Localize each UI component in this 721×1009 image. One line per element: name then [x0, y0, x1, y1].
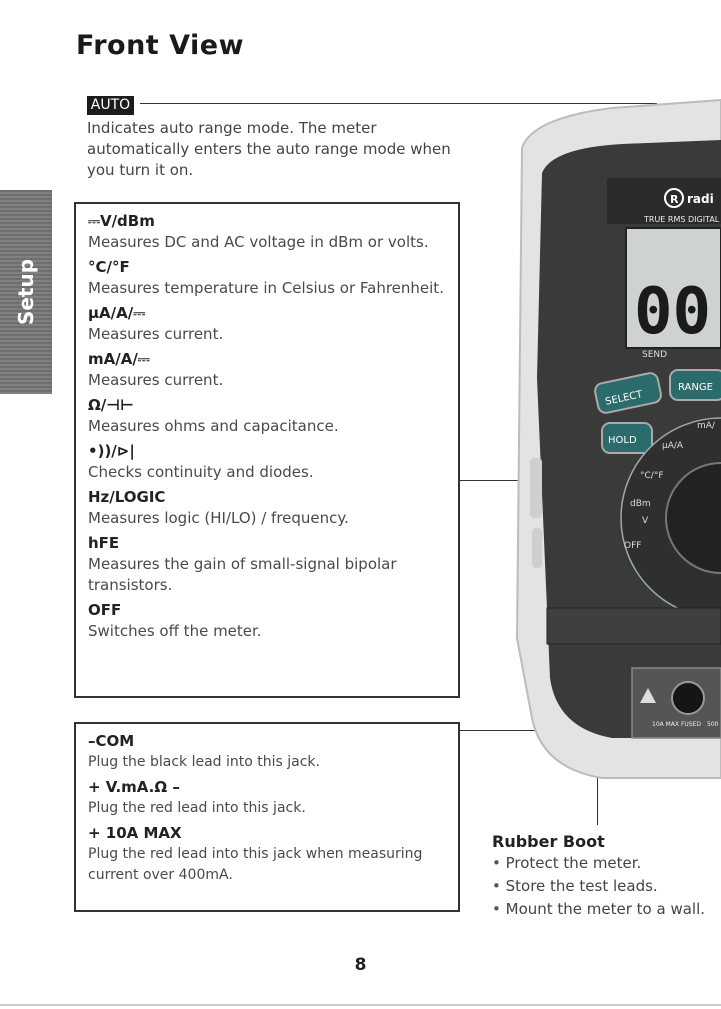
function-label: hFE [88, 534, 120, 552]
jack-desc: Plug the red lead into this jack. [88, 800, 306, 816]
meter-subtitle: TRUE RMS DIGITAL [644, 215, 720, 224]
bottom-rule [0, 1004, 721, 1006]
function-desc: Checks continuity and diodes. [88, 463, 314, 481]
svg-text:R: R [670, 193, 679, 206]
dial-label: OFF [624, 541, 642, 551]
function-desc: Switches off the meter. [88, 622, 262, 640]
function-desc: Measures temperature in Celsius or Fahrenheit. [88, 279, 444, 297]
brand-text: radi [687, 192, 714, 206]
rubber-boot-title: Rubber Boot [492, 832, 605, 851]
auto-description: Indicates auto range mode. The meter automatically enters the auto range mode when you turn it on. [87, 119, 451, 179]
range-button-label: RANGE [678, 382, 713, 393]
select-button-label: SELECT [604, 389, 644, 408]
jack-caption-2: 500 [707, 721, 719, 728]
function-label: µA/A/⎓ [88, 304, 146, 322]
function-label: ⎓V/dBm [88, 212, 155, 230]
function-desc: Measures ohms and capacitance. [88, 417, 339, 435]
function-desc: Measures current. [88, 325, 224, 343]
dial-label: °C/°F [640, 471, 664, 481]
function-label: •))/⊳| [88, 442, 135, 460]
function-desc: Measures current. [88, 371, 224, 389]
dial-label: dBm [630, 499, 651, 509]
multimeter-illustration [492, 78, 721, 820]
function-label: mA/A/⎓ [88, 350, 150, 368]
multimeter-drawing [492, 78, 721, 820]
page-title: Front View [76, 30, 245, 61]
jack-desc: Plug the red lead into this jack when measuring current over 400mA. [88, 846, 423, 883]
section-side-tab [0, 190, 52, 394]
jack-desc: Plug the black lead into this jack. [88, 754, 320, 770]
list-item: • Protect the meter. [492, 852, 705, 875]
side-tab-label: Setup [14, 258, 38, 326]
dial-label: V [642, 516, 649, 526]
jack-list-box [74, 722, 460, 912]
function-label: °C/°F [88, 258, 130, 276]
hold-button-label: HOLD [608, 435, 637, 446]
lcd-reading: 00 [634, 275, 712, 349]
function-list-box [74, 202, 460, 698]
function-label: Ω/⊣⊢ [88, 396, 134, 414]
list-item: • Store the test leads. [492, 875, 705, 898]
rubber-boot-list [492, 852, 705, 921]
dial-label: mA/ [697, 421, 715, 431]
jack-label: –COM [88, 732, 135, 750]
dial-label: µA/A [662, 441, 684, 451]
jack-label: + 10A MAX [88, 824, 182, 842]
function-label: Hz/LOGIC [88, 488, 166, 506]
function-label: OFF [88, 601, 122, 619]
function-desc: Measures DC and AC voltage in dBm or volts. [88, 233, 429, 251]
jack-label: + V.mA.Ω – [88, 778, 180, 796]
list-item: • Mount the meter to a wall. [492, 898, 705, 921]
jack-caption: 10A MAX FUSED [652, 721, 702, 728]
function-desc: Measures the gain of small-signal bipolar transistors. [88, 555, 397, 594]
function-desc: Measures logic (HI/LO) / frequency. [88, 509, 349, 527]
send-label: SEND [642, 350, 668, 360]
page-number: 8 [354, 955, 367, 975]
auto-badge: AUTO [87, 96, 134, 115]
